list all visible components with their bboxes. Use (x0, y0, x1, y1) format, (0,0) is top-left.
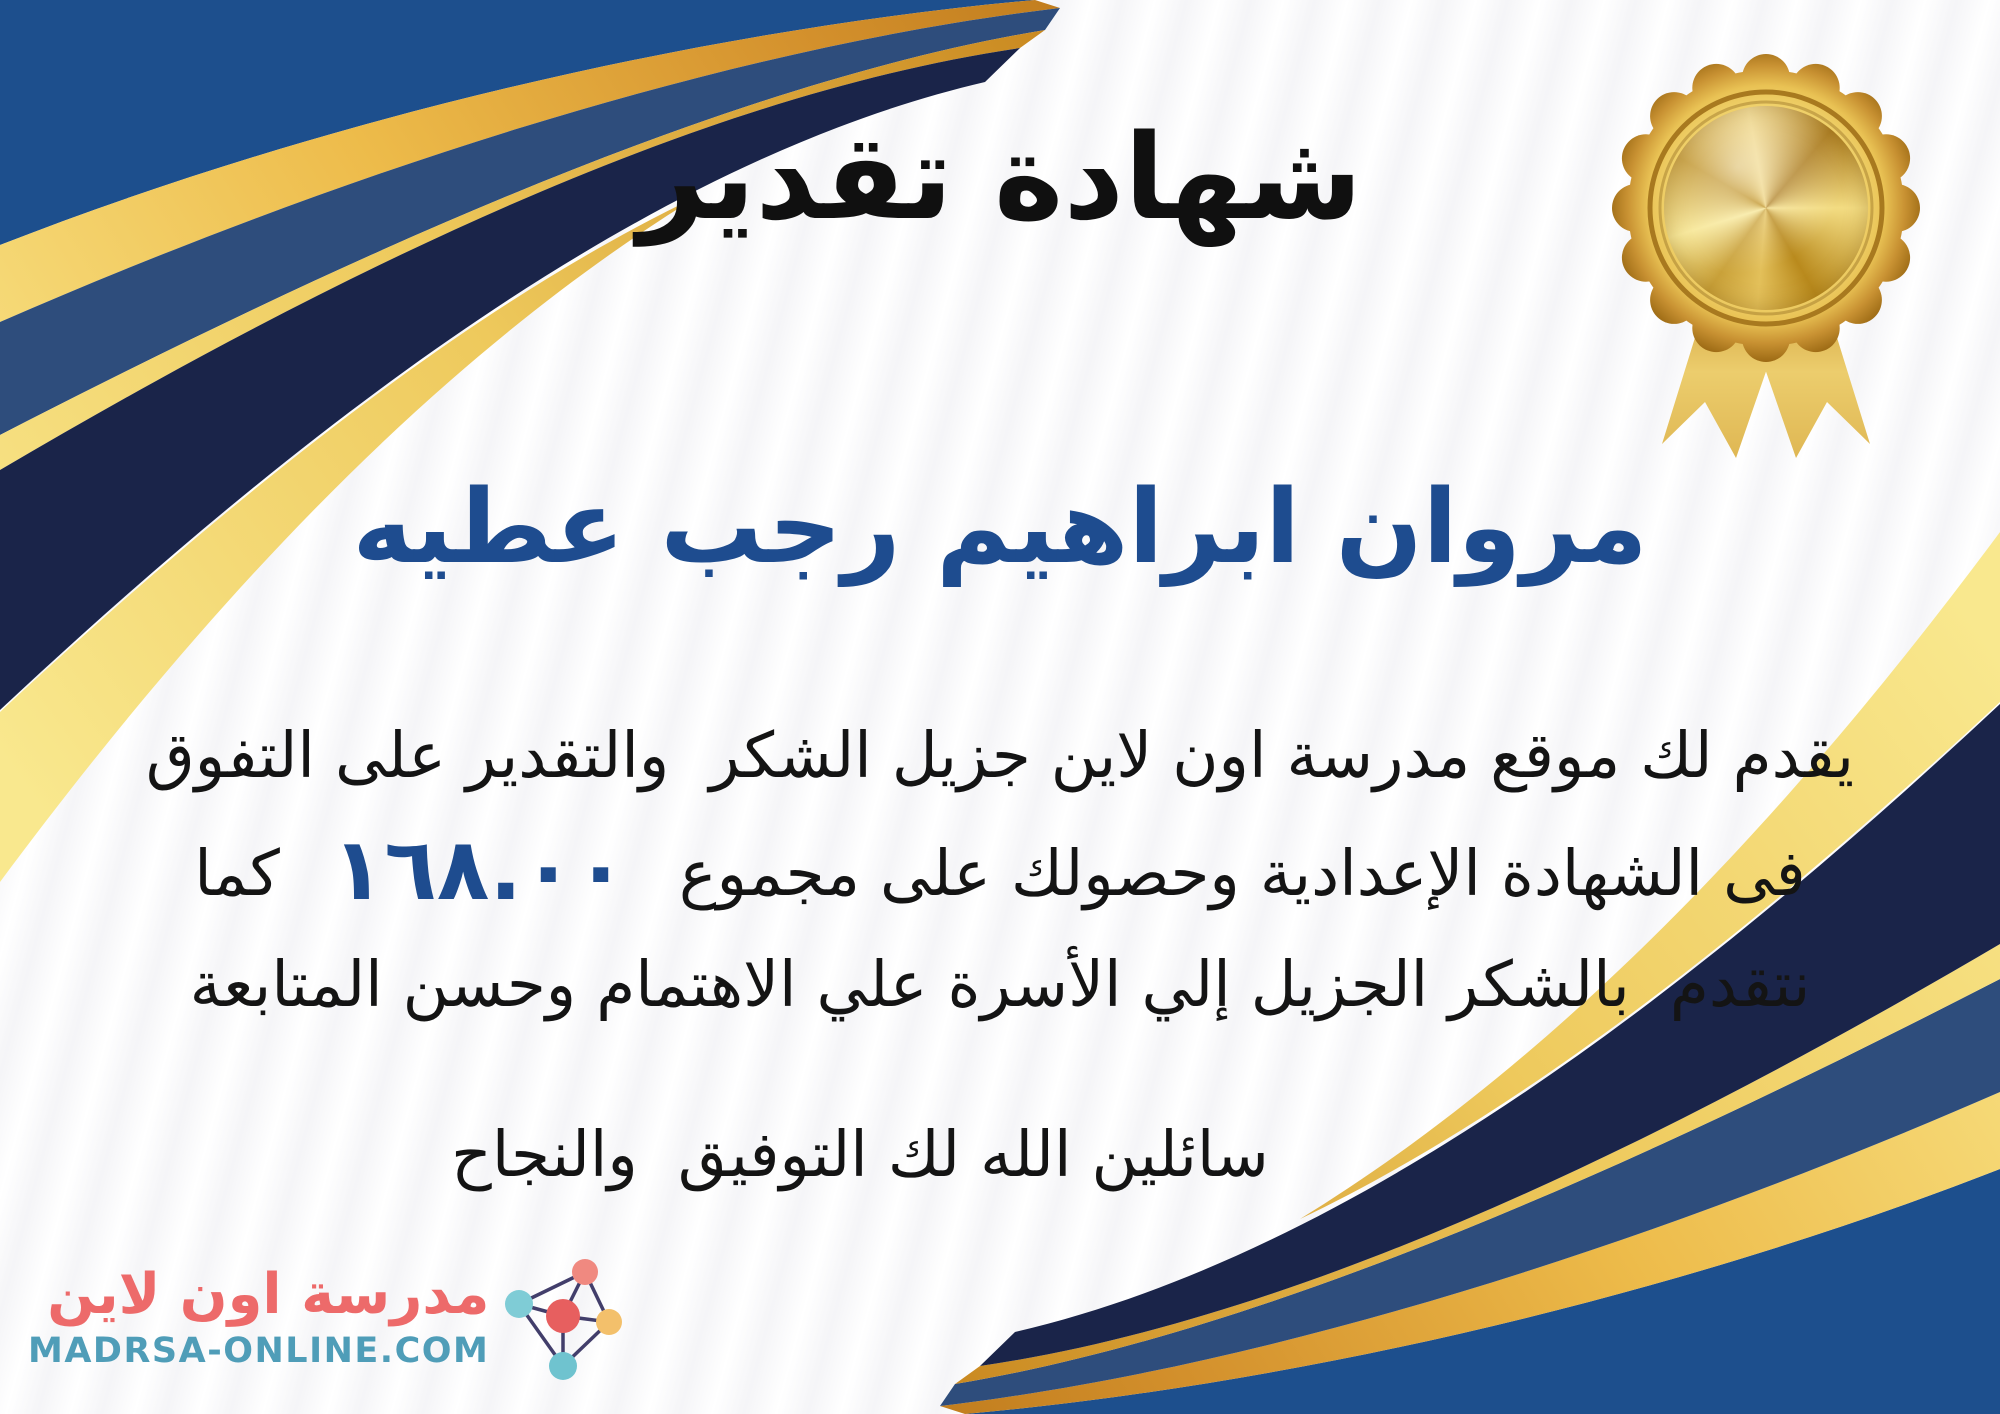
logo-texts (28, 1262, 489, 1374)
medal-icon (1586, 36, 1946, 466)
body-line-1: يقدم لك موقع مدرسة اون لاين جزيل الشكر والتقدير على التفوق (145, 719, 1855, 792)
body-line-2 (0, 811, 2000, 929)
body-line-3: نتقدم بالشكر الجزيل إلي الأسرة علي الاهتمام وحسن المتابعة (189, 948, 1811, 1021)
body-line-2-tail: كما (194, 837, 280, 910)
logo-title: مدرسة اون لاين (47, 1262, 490, 1327)
certificate-title: شهادة تقدير (637, 108, 1363, 246)
logo-website: MADRSA-ONLINE.COM (28, 1331, 490, 1371)
site-logo (28, 1252, 623, 1384)
body-line-2-lead: فى الشهادة الإعدادية وحصولك على مجموع (679, 837, 1806, 910)
student-name: مروان ابراهيم رجب عطيه (352, 468, 1648, 587)
logo-network-icon (503, 1252, 623, 1384)
closing-text: سائلين الله لك التوفيق والنجاح (451, 1118, 1269, 1191)
certificate-body (0, 700, 2000, 1040)
score-value: ١٦٨.٠٠ (331, 820, 628, 920)
